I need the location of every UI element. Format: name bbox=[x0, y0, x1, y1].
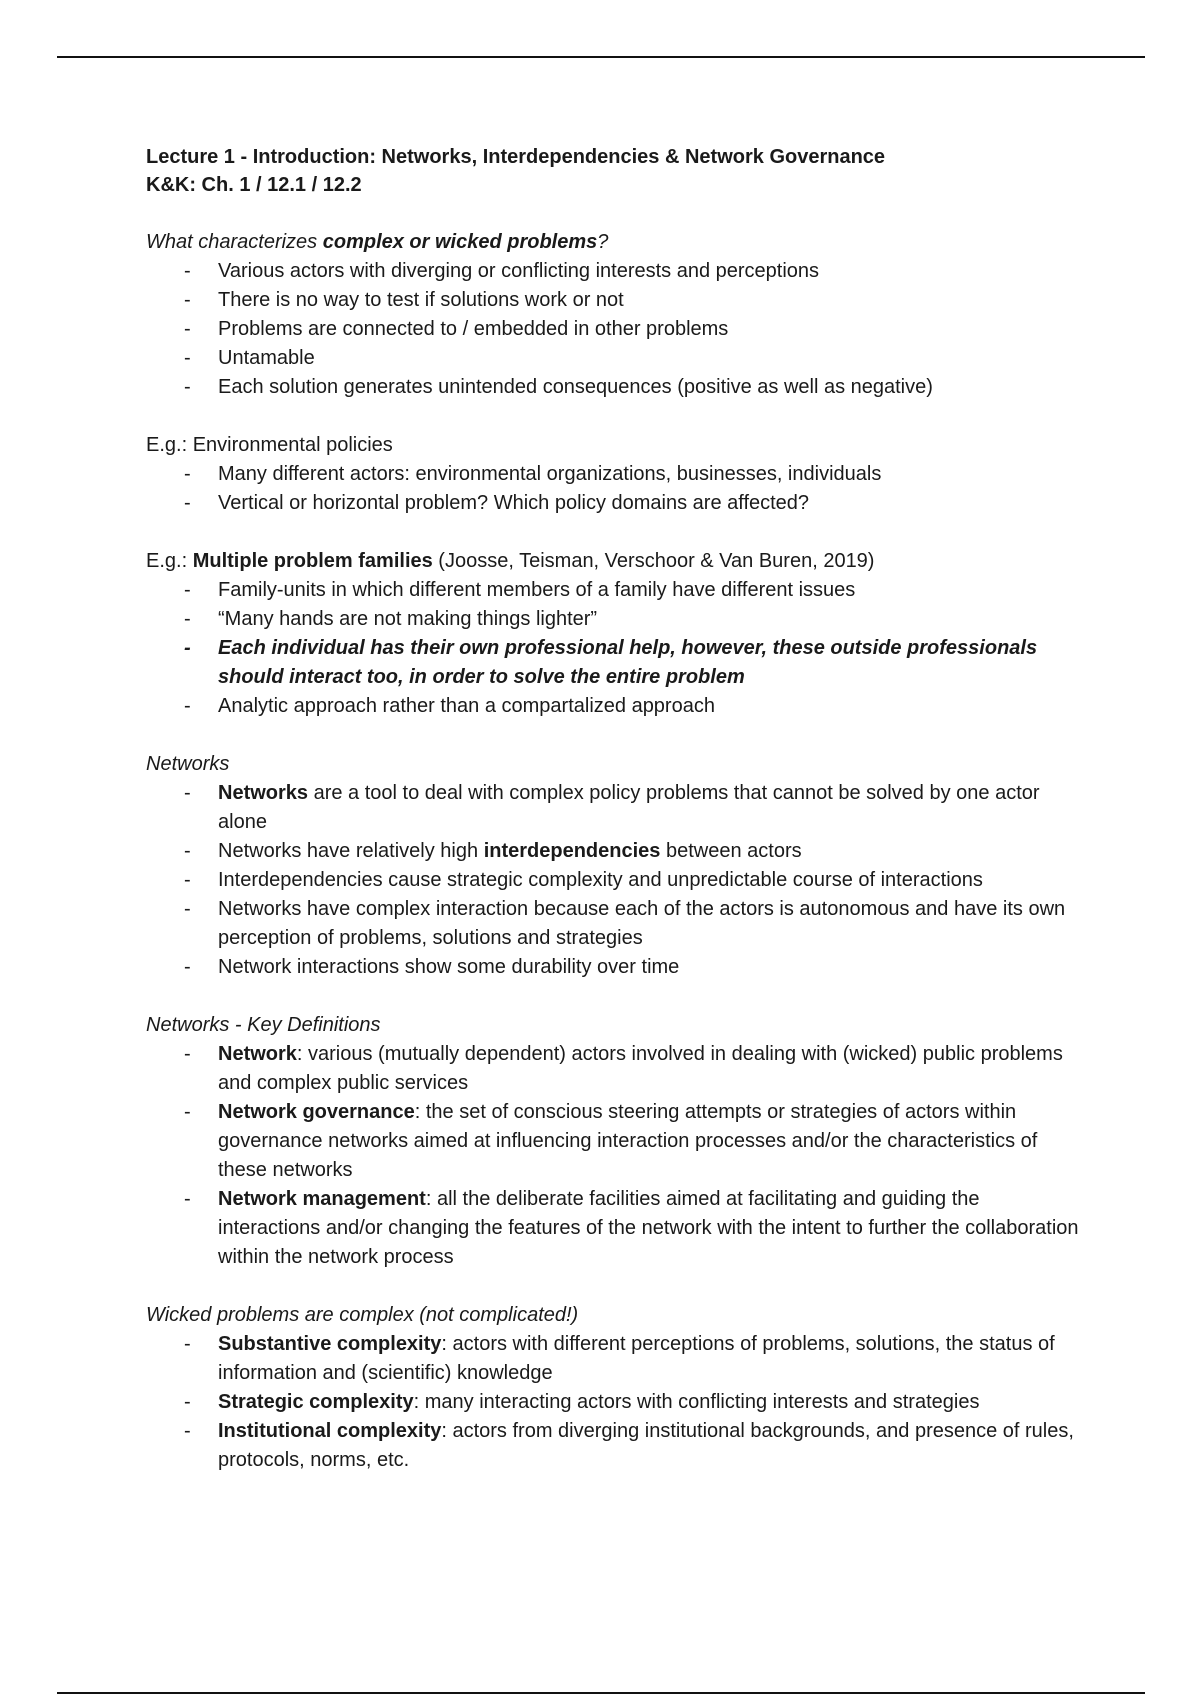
lecture-title: Lecture 1 - Introduction: Networks, Interdependencies & Network Governance bbox=[146, 146, 886, 168]
section-key-definitions bbox=[146, 1011, 1086, 1272]
reading-reference: K&K: Ch. 1 / 12.1 / 12.2 bbox=[146, 174, 362, 196]
term-bold: interdependencies bbox=[483, 840, 661, 862]
list-item bbox=[146, 1185, 1086, 1272]
bottom-rule bbox=[57, 1692, 1145, 1694]
term-bold: Network bbox=[218, 1043, 297, 1065]
section-heading: Wicked problems are complex (not complicated!) bbox=[146, 1304, 579, 1326]
item-text: between actors bbox=[660, 840, 802, 862]
bullet-list bbox=[146, 779, 1086, 982]
bullet-list bbox=[146, 576, 1086, 721]
list-item: - Interdependencies cause strategic complexity and unpredictable course of interactions bbox=[146, 866, 1086, 895]
list-item bbox=[146, 1417, 1086, 1475]
list-item bbox=[146, 1040, 1086, 1098]
item-text: : many interacting actors with conflicting interests and strategies bbox=[413, 1391, 980, 1413]
list-item: - Family-units in which different members of a family have different issues bbox=[146, 576, 1086, 605]
list-item: - Networks have complex interaction because each of the actors is autonomous and have its own perception of problems, solutions and strategies bbox=[146, 895, 1086, 953]
section-wicked-problems bbox=[146, 228, 1086, 402]
heading-bold-text: complex or wicked problems bbox=[322, 231, 598, 253]
item-text: Networks have relatively high bbox=[218, 840, 484, 862]
section-heading bbox=[146, 228, 1086, 257]
heading-text: (Joosse, Teisman, Verschoor & Van Buren, 2019) bbox=[432, 550, 875, 572]
list-item: - There is no way to test if solutions work or not bbox=[146, 286, 1086, 315]
document-body bbox=[146, 143, 1086, 1475]
list-item: - Problems are connected to / embedded in other problems bbox=[146, 315, 1086, 344]
item-text: are a tool to deal with complex policy problems that cannot be solved by one actor alone bbox=[218, 782, 1040, 833]
heading-text: E.g.: bbox=[146, 550, 193, 572]
list-item: - Many different actors: environmental organizations, businesses, individuals bbox=[146, 460, 1086, 489]
list-item: - Vertical or horizontal problem? Which policy domains are affected? bbox=[146, 489, 1086, 518]
list-item: - Network interactions show some durability over time bbox=[146, 953, 1086, 982]
list-item: - “Many hands are not making things lighter” bbox=[146, 605, 1086, 634]
section-heading: Networks - Key Definitions bbox=[146, 1014, 381, 1036]
list-item: - Untamable bbox=[146, 344, 1086, 373]
list-item: - Analytic approach rather than a compartalized approach bbox=[146, 692, 1086, 721]
top-rule bbox=[57, 56, 1145, 58]
item-text: : actors with different perceptions of problems, solutions, the status of information and (scientific) knowledge bbox=[218, 1333, 1055, 1384]
item-text: : various (mutually dependent) actors involved in dealing with (wicked) public problems and complex public services bbox=[218, 1043, 1063, 1094]
bullet-list bbox=[146, 1330, 1086, 1475]
list-item bbox=[146, 1098, 1086, 1185]
list-item bbox=[146, 1330, 1086, 1388]
bullet-list bbox=[146, 460, 1086, 518]
section-networks bbox=[146, 750, 1086, 982]
list-item-emphasized: - Each individual has their own professional help, however, these outside professionals should interact too, in order to solve the entire problem bbox=[146, 634, 1086, 692]
heading-text: What characterizes bbox=[146, 231, 323, 253]
item-text: : all the deliberate facilities aimed at facilitating and guiding the interactions and/or changing the features of the network with the intent to further the collaboration within the network process bbox=[218, 1188, 1079, 1268]
list-item bbox=[146, 779, 1086, 837]
item-text: : actors from diverging institutional backgrounds, and presence of rules, protocols, norms, etc. bbox=[218, 1420, 1074, 1471]
heading-text: ? bbox=[597, 231, 609, 253]
section-heading bbox=[146, 547, 1086, 576]
bullet-list bbox=[146, 1040, 1086, 1272]
term-bold: Institutional complexity bbox=[218, 1420, 442, 1442]
heading-bold-text: Multiple problem families bbox=[192, 550, 433, 572]
list-item: - Each solution generates unintended consequences (positive as well as negative) bbox=[146, 373, 1086, 402]
term-bold: Network management bbox=[218, 1188, 426, 1210]
bullet-list bbox=[146, 257, 1086, 402]
section-heading: E.g.: Environmental policies bbox=[146, 434, 393, 456]
term-bold: Networks bbox=[218, 782, 309, 804]
section-complexity bbox=[146, 1301, 1086, 1475]
term-bold: Strategic complexity bbox=[218, 1391, 414, 1413]
term-bold: Network governance bbox=[218, 1101, 415, 1123]
list-item: - Various actors with diverging or conflicting interests and perceptions bbox=[146, 257, 1086, 286]
list-item bbox=[146, 1388, 1086, 1417]
term-bold: Substantive complexity bbox=[218, 1333, 442, 1355]
section-heading: Networks bbox=[146, 753, 230, 775]
list-item bbox=[146, 837, 1086, 866]
section-environmental-policies bbox=[146, 431, 1086, 518]
item-text: : the set of conscious steering attempts or strategies of actors within governance networks aimed at influencing interaction processes and/or the characteristics of these networks bbox=[218, 1101, 1038, 1181]
section-problem-families bbox=[146, 547, 1086, 721]
